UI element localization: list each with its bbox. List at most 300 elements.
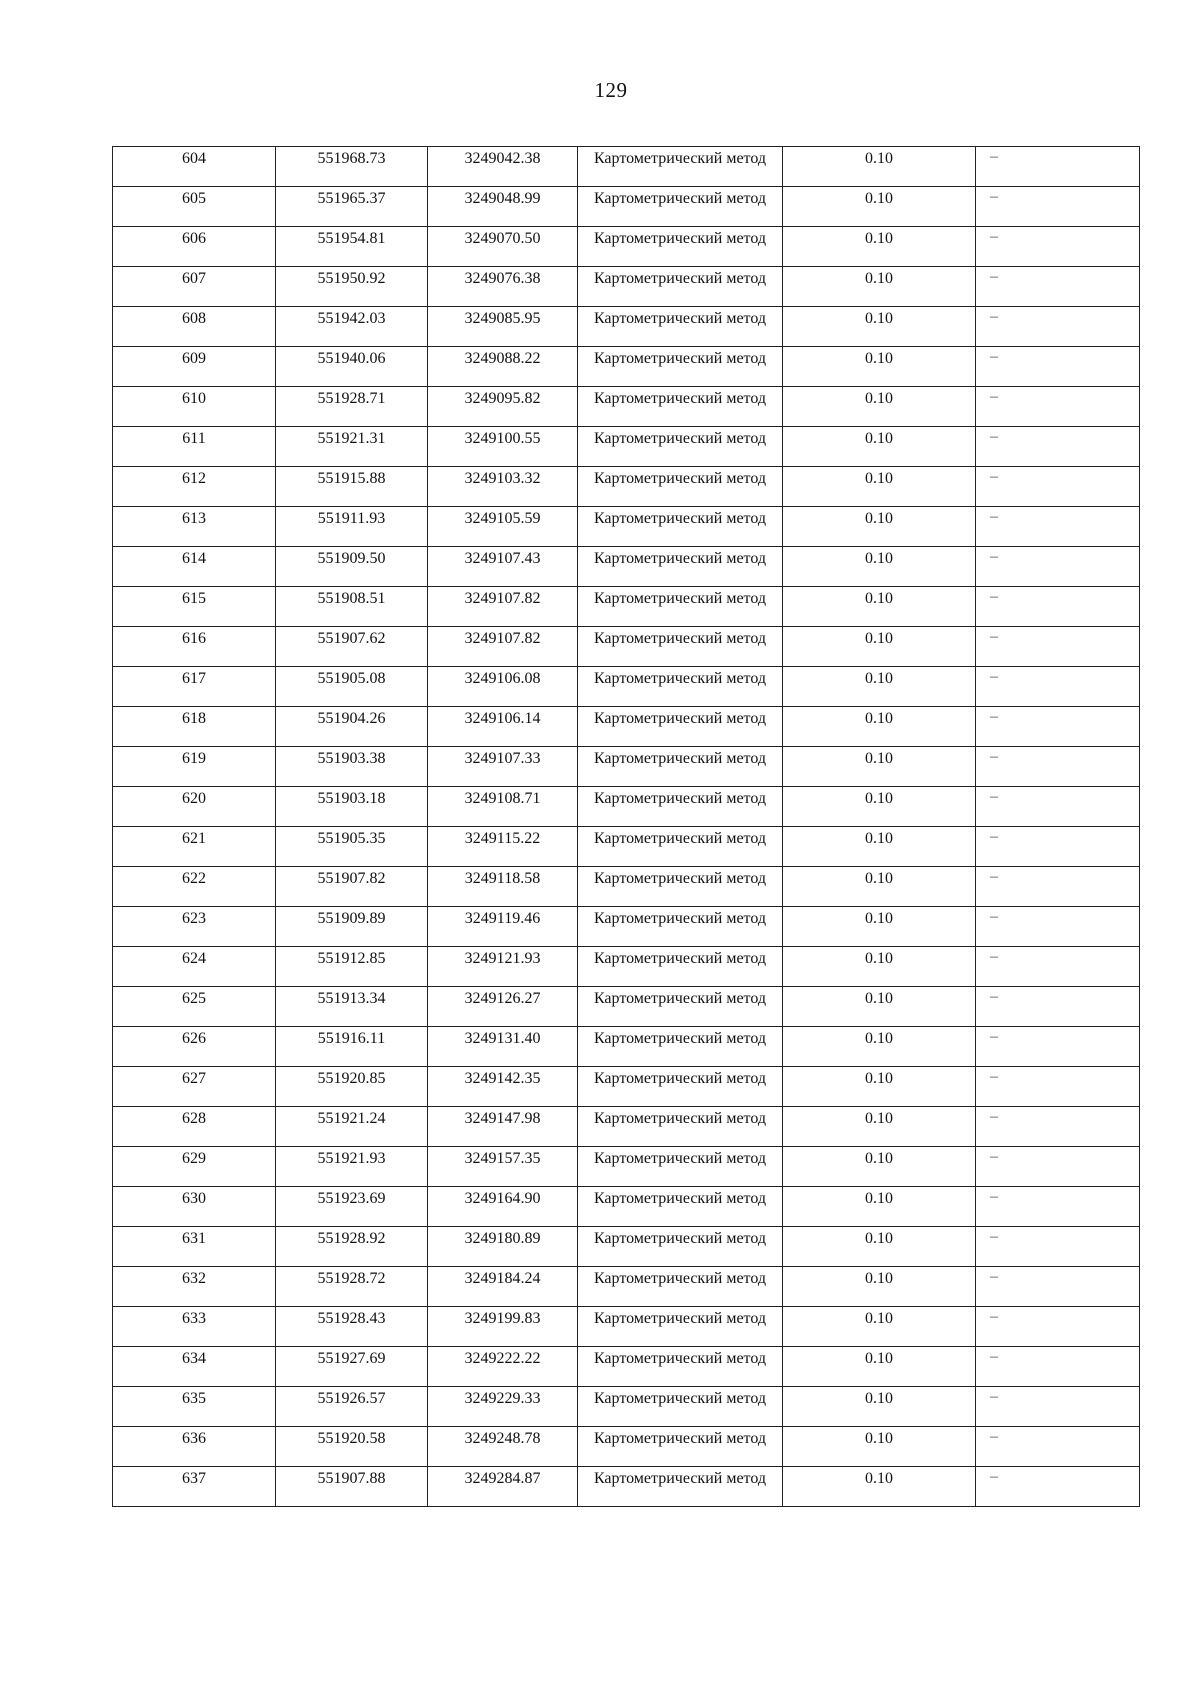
- accuracy-cell: [783, 1347, 976, 1387]
- y-coordinate-cell: [428, 1387, 578, 1427]
- x-coordinate-cell: [276, 307, 428, 347]
- table-row: [113, 1067, 1140, 1107]
- point-number-value: 618: [182, 710, 206, 727]
- method-cell: [578, 667, 783, 707]
- note-value: –: [990, 748, 998, 765]
- point-number-value: 623: [182, 910, 206, 927]
- point-number-value: 612: [182, 470, 206, 487]
- note-cell: [976, 227, 1140, 267]
- y-coordinate-value: 3249076.38: [464, 270, 541, 287]
- note-value: –: [990, 1388, 998, 1405]
- point-number-cell: [113, 347, 276, 387]
- note-value: –: [990, 1308, 998, 1325]
- table-row: [113, 387, 1140, 427]
- note-cell: [976, 1067, 1140, 1107]
- table-row: [113, 1387, 1140, 1427]
- x-coordinate-value: 551907.62: [317, 630, 386, 647]
- x-coordinate-cell: [276, 1027, 428, 1067]
- y-coordinate-value: 3249157.35: [464, 1150, 541, 1167]
- note-value: –: [990, 1428, 998, 1445]
- method-cell: [578, 1387, 783, 1427]
- table-row: [113, 1347, 1140, 1387]
- point-number-cell: [113, 1107, 276, 1147]
- accuracy-value: 0.10: [865, 1070, 893, 1087]
- accuracy-value: 0.10: [865, 750, 893, 767]
- note-value: –: [990, 988, 998, 1005]
- method-value: Картометрический метод: [593, 710, 767, 727]
- method-value: Картометрический метод: [593, 190, 767, 207]
- table-row: [113, 427, 1140, 467]
- point-number-cell: [113, 987, 276, 1027]
- x-coordinate-value: 551909.89: [317, 910, 386, 927]
- y-coordinate-cell: [428, 707, 578, 747]
- method-cell: [578, 867, 783, 907]
- x-coordinate-cell: [276, 1267, 428, 1307]
- y-coordinate-value: 3249088.22: [464, 350, 541, 367]
- note-cell: [976, 1227, 1140, 1267]
- y-coordinate-value: 3249164.90: [464, 1190, 541, 1207]
- accuracy-cell: [783, 587, 976, 627]
- note-cell: [976, 347, 1140, 387]
- y-coordinate-cell: [428, 1267, 578, 1307]
- note-cell: [976, 467, 1140, 507]
- accuracy-value: 0.10: [865, 1270, 893, 1287]
- method-cell: [578, 387, 783, 427]
- method-value: Картометрический метод: [593, 910, 767, 927]
- y-coordinate-value: 3249070.50: [464, 230, 541, 247]
- method-cell: [578, 147, 783, 187]
- method-cell: [578, 1267, 783, 1307]
- note-value: –: [990, 1148, 998, 1165]
- y-coordinate-cell: [428, 1347, 578, 1387]
- y-coordinate-value: 3249106.08: [464, 670, 541, 687]
- point-number-value: 634: [182, 1350, 206, 1367]
- note-cell: [976, 587, 1140, 627]
- note-value: –: [990, 468, 998, 485]
- point-number-cell: [113, 587, 276, 627]
- table-row: [113, 627, 1140, 667]
- x-coordinate-cell: [276, 1387, 428, 1427]
- y-coordinate-value: 3249108.71: [464, 790, 541, 807]
- point-number-value: 614: [182, 550, 206, 567]
- note-value: –: [990, 668, 998, 685]
- y-coordinate-cell: [428, 467, 578, 507]
- table-row: [113, 547, 1140, 587]
- x-coordinate-value: 551907.82: [317, 870, 386, 887]
- note-value: –: [990, 188, 998, 205]
- x-coordinate-value: 551926.57: [317, 1390, 386, 1407]
- method-cell: [578, 427, 783, 467]
- note-value: –: [990, 1348, 998, 1365]
- accuracy-cell: [783, 267, 976, 307]
- note-value: –: [990, 788, 998, 805]
- note-cell: [976, 667, 1140, 707]
- x-coordinate-cell: [276, 1467, 428, 1507]
- table-row: [113, 787, 1140, 827]
- accuracy-value: 0.10: [865, 1430, 893, 1447]
- x-coordinate-value: 551928.72: [317, 1270, 386, 1287]
- y-coordinate-value: 3249126.27: [464, 990, 541, 1007]
- note-value: –: [990, 948, 998, 965]
- method-cell: [578, 987, 783, 1027]
- note-cell: [976, 787, 1140, 827]
- accuracy-cell: [783, 1387, 976, 1427]
- point-number-value: 605: [182, 190, 206, 207]
- x-coordinate-cell: [276, 587, 428, 627]
- point-number-value: 631: [182, 1230, 206, 1247]
- accuracy-cell: [783, 1147, 976, 1187]
- accuracy-value: 0.10: [865, 550, 893, 567]
- y-coordinate-cell: [428, 307, 578, 347]
- note-cell: [976, 947, 1140, 987]
- note-value: –: [990, 268, 998, 285]
- point-number-cell: [113, 1147, 276, 1187]
- point-number-value: 627: [182, 1070, 206, 1087]
- point-number-value: 620: [182, 790, 206, 807]
- point-number-cell: [113, 427, 276, 467]
- point-number-cell: [113, 307, 276, 347]
- method-value: Картометрический метод: [593, 150, 767, 167]
- table-row: [113, 707, 1140, 747]
- point-number-cell: [113, 1307, 276, 1347]
- y-coordinate-cell: [428, 787, 578, 827]
- method-value: Картометрический метод: [593, 1150, 767, 1167]
- page-number: 129: [594, 78, 628, 102]
- point-number-cell: [113, 627, 276, 667]
- y-coordinate-cell: [428, 1027, 578, 1067]
- y-coordinate-cell: [428, 387, 578, 427]
- accuracy-cell: [783, 187, 976, 227]
- y-coordinate-value: 3249103.32: [464, 470, 541, 487]
- accuracy-value: 0.10: [865, 190, 893, 207]
- point-number-value: 626: [182, 1030, 206, 1047]
- note-cell: [976, 547, 1140, 587]
- y-coordinate-value: 3249121.93: [464, 950, 541, 967]
- method-value: Картометрический метод: [593, 230, 767, 247]
- y-coordinate-value: 3249131.40: [464, 1030, 541, 1047]
- y-coordinate-cell: [428, 1467, 578, 1507]
- y-coordinate-cell: [428, 947, 578, 987]
- accuracy-cell: [783, 147, 976, 187]
- note-cell: [976, 307, 1140, 347]
- table-row: [113, 827, 1140, 867]
- point-number-value: 617: [182, 670, 206, 687]
- y-coordinate-cell: [428, 1427, 578, 1467]
- note-value: –: [990, 1228, 998, 1245]
- table-row: [113, 507, 1140, 547]
- point-number-cell: [113, 867, 276, 907]
- table-row: [113, 1227, 1140, 1267]
- note-cell: [976, 1427, 1140, 1467]
- point-number-cell: [113, 1187, 276, 1227]
- accuracy-cell: [783, 867, 976, 907]
- note-cell: [976, 1027, 1140, 1067]
- x-coordinate-cell: [276, 787, 428, 827]
- y-coordinate-cell: [428, 1187, 578, 1227]
- accuracy-cell: [783, 707, 976, 747]
- x-coordinate-cell: [276, 867, 428, 907]
- y-coordinate-value: 3249119.46: [464, 910, 541, 927]
- y-coordinate-cell: [428, 1307, 578, 1347]
- x-coordinate-value: 551927.69: [317, 1350, 386, 1367]
- point-number-cell: [113, 667, 276, 707]
- accuracy-value: 0.10: [865, 1110, 893, 1127]
- method-value: Картометрический метод: [593, 950, 767, 967]
- point-number-value: 633: [182, 1310, 206, 1327]
- point-number-value: 621: [182, 830, 206, 847]
- accuracy-value: 0.10: [865, 470, 893, 487]
- point-number-cell: [113, 1027, 276, 1067]
- table-row: [113, 867, 1140, 907]
- table-row: [113, 1427, 1140, 1467]
- method-value: Картометрический метод: [593, 470, 767, 487]
- point-number-value: 622: [182, 870, 206, 887]
- method-cell: [578, 1027, 783, 1067]
- y-coordinate-cell: [428, 227, 578, 267]
- y-coordinate-value: 3249184.24: [464, 1270, 541, 1287]
- accuracy-value: 0.10: [865, 1470, 893, 1487]
- x-coordinate-value: 551915.88: [317, 470, 386, 487]
- method-value: Картометрический метод: [593, 1190, 767, 1207]
- accuracy-cell: [783, 627, 976, 667]
- x-coordinate-cell: [276, 747, 428, 787]
- point-number-cell: [113, 1067, 276, 1107]
- method-cell: [578, 267, 783, 307]
- note-value: –: [990, 228, 998, 245]
- y-coordinate-value: 3249199.83: [464, 1310, 541, 1327]
- x-coordinate-value: 551909.50: [317, 550, 386, 567]
- table-row: [113, 667, 1140, 707]
- accuracy-value: 0.10: [865, 790, 893, 807]
- table-row: [113, 1467, 1140, 1507]
- point-number-value: 610: [182, 390, 206, 407]
- y-coordinate-value: 3249107.82: [464, 630, 541, 647]
- accuracy-value: 0.10: [865, 1310, 893, 1327]
- x-coordinate-value: 551920.85: [317, 1070, 386, 1087]
- accuracy-value: 0.10: [865, 1190, 893, 1207]
- accuracy-cell: [783, 1227, 976, 1267]
- accuracy-value: 0.10: [865, 950, 893, 967]
- table-row: [113, 347, 1140, 387]
- x-coordinate-value: 551950.92: [317, 270, 386, 287]
- accuracy-value: 0.10: [865, 150, 893, 167]
- note-cell: [976, 387, 1140, 427]
- y-coordinate-value: 3249222.22: [464, 1350, 541, 1367]
- method-value: Картометрический метод: [593, 1470, 767, 1487]
- y-coordinate-value: 3249107.82: [464, 590, 541, 607]
- note-value: –: [990, 588, 998, 605]
- accuracy-value: 0.10: [865, 670, 893, 687]
- x-coordinate-value: 551905.35: [317, 830, 386, 847]
- method-value: Картометрический метод: [593, 1070, 767, 1087]
- method-value: Картометрический метод: [593, 1110, 767, 1127]
- table-row: [113, 1187, 1140, 1227]
- point-number-cell: [113, 507, 276, 547]
- table-row: [113, 1307, 1140, 1347]
- point-number-cell: [113, 947, 276, 987]
- x-coordinate-cell: [276, 987, 428, 1027]
- x-coordinate-value: 551920.58: [317, 1430, 386, 1447]
- x-coordinate-cell: [276, 227, 428, 267]
- method-value: Картометрический метод: [593, 590, 767, 607]
- note-cell: [976, 507, 1140, 547]
- accuracy-cell: [783, 387, 976, 427]
- x-coordinate-cell: [276, 387, 428, 427]
- method-value: Картометрический метод: [593, 1310, 767, 1327]
- point-number-value: 637: [182, 1470, 206, 1487]
- accuracy-value: 0.10: [865, 870, 893, 887]
- x-coordinate-cell: [276, 267, 428, 307]
- method-cell: [578, 1467, 783, 1507]
- y-coordinate-cell: [428, 1227, 578, 1267]
- method-cell: [578, 1107, 783, 1147]
- x-coordinate-value: 551921.31: [317, 430, 386, 447]
- x-coordinate-value: 551912.85: [317, 950, 386, 967]
- accuracy-value: 0.10: [865, 1030, 893, 1047]
- x-coordinate-value: 551921.24: [317, 1110, 386, 1127]
- y-coordinate-cell: [428, 627, 578, 667]
- note-cell: [976, 1467, 1140, 1507]
- point-number-value: 615: [182, 590, 206, 607]
- y-coordinate-value: 3249085.95: [464, 310, 541, 327]
- x-coordinate-value: 551940.06: [317, 350, 386, 367]
- accuracy-value: 0.10: [865, 1150, 893, 1167]
- x-coordinate-cell: [276, 827, 428, 867]
- accuracy-cell: [783, 1107, 976, 1147]
- y-coordinate-value: 3249284.87: [464, 1470, 541, 1487]
- x-coordinate-cell: [276, 707, 428, 747]
- point-number-cell: [113, 907, 276, 947]
- point-number-value: 613: [182, 510, 206, 527]
- accuracy-cell: [783, 227, 976, 267]
- y-coordinate-cell: [428, 827, 578, 867]
- coordinates-table: [112, 146, 1140, 1507]
- note-cell: [976, 427, 1140, 467]
- method-value: Картометрический метод: [593, 1430, 767, 1447]
- y-coordinate-cell: [428, 1067, 578, 1107]
- y-coordinate-value: 3249142.35: [464, 1070, 541, 1087]
- method-value: Картометрический метод: [593, 510, 767, 527]
- y-coordinate-cell: [428, 867, 578, 907]
- table-row: [113, 587, 1140, 627]
- point-number-cell: [113, 147, 276, 187]
- x-coordinate-value: 551968.73: [317, 150, 386, 167]
- x-coordinate-cell: [276, 907, 428, 947]
- point-number-cell: [113, 467, 276, 507]
- point-number-value: 624: [182, 950, 206, 967]
- accuracy-value: 0.10: [865, 910, 893, 927]
- accuracy-value: 0.10: [865, 1230, 893, 1247]
- method-cell: [578, 587, 783, 627]
- y-coordinate-value: 3249107.43: [464, 550, 541, 567]
- point-number-cell: [113, 1387, 276, 1427]
- accuracy-cell: [783, 347, 976, 387]
- method-value: Картометрический метод: [593, 630, 767, 647]
- accuracy-cell: [783, 747, 976, 787]
- x-coordinate-value: 551923.69: [317, 1190, 386, 1207]
- method-value: Картометрический метод: [593, 1350, 767, 1367]
- method-cell: [578, 467, 783, 507]
- x-coordinate-cell: [276, 1307, 428, 1347]
- accuracy-value: 0.10: [865, 310, 893, 327]
- table-row: [113, 987, 1140, 1027]
- note-cell: [976, 987, 1140, 1027]
- x-coordinate-cell: [276, 467, 428, 507]
- accuracy-cell: [783, 427, 976, 467]
- accuracy-cell: [783, 507, 976, 547]
- method-cell: [578, 507, 783, 547]
- point-number-value: 629: [182, 1150, 206, 1167]
- accuracy-cell: [783, 467, 976, 507]
- note-value: –: [990, 1268, 998, 1285]
- accuracy-value: 0.10: [865, 1390, 893, 1407]
- y-coordinate-cell: [428, 427, 578, 467]
- y-coordinate-cell: [428, 347, 578, 387]
- y-coordinate-value: 3249229.33: [464, 1390, 541, 1407]
- note-value: –: [990, 508, 998, 525]
- point-number-value: 604: [182, 150, 206, 167]
- note-value: –: [990, 308, 998, 325]
- y-coordinate-value: 3249042.38: [464, 150, 541, 167]
- accuracy-cell: [783, 1427, 976, 1467]
- table-row: [113, 1107, 1140, 1147]
- note-cell: [976, 907, 1140, 947]
- accuracy-cell: [783, 1027, 976, 1067]
- point-number-cell: [113, 1347, 276, 1387]
- method-value: Картометрический метод: [593, 390, 767, 407]
- note-value: –: [990, 628, 998, 645]
- note-value: –: [990, 1068, 998, 1085]
- table-row: [113, 907, 1140, 947]
- y-coordinate-cell: [428, 1147, 578, 1187]
- y-coordinate-value: 3249048.99: [464, 190, 541, 207]
- note-cell: [976, 1307, 1140, 1347]
- accuracy-cell: [783, 1067, 976, 1107]
- accuracy-cell: [783, 1307, 976, 1347]
- x-coordinate-value: 551928.92: [317, 1230, 386, 1247]
- note-cell: [976, 1347, 1140, 1387]
- note-cell: [976, 1147, 1140, 1187]
- point-number-cell: [113, 1267, 276, 1307]
- x-coordinate-value: 551903.18: [317, 790, 386, 807]
- accuracy-cell: [783, 667, 976, 707]
- note-value: –: [990, 1108, 998, 1125]
- note-value: –: [990, 428, 998, 445]
- point-number-cell: [113, 827, 276, 867]
- x-coordinate-cell: [276, 547, 428, 587]
- table-row: [113, 1147, 1140, 1187]
- accuracy-value: 0.10: [865, 590, 893, 607]
- point-number-cell: [113, 227, 276, 267]
- y-coordinate-cell: [428, 267, 578, 307]
- x-coordinate-cell: [276, 147, 428, 187]
- y-coordinate-value: 3249147.98: [464, 1110, 541, 1127]
- accuracy-cell: [783, 307, 976, 347]
- point-number-cell: [113, 267, 276, 307]
- x-coordinate-value: 551913.34: [317, 990, 386, 1007]
- accuracy-value: 0.10: [865, 830, 893, 847]
- note-value: –: [990, 908, 998, 925]
- x-coordinate-cell: [276, 947, 428, 987]
- y-coordinate-cell: [428, 667, 578, 707]
- x-coordinate-value: 551916.11: [317, 1030, 386, 1047]
- method-value: Картометрический метод: [593, 750, 767, 767]
- accuracy-cell: [783, 987, 976, 1027]
- method-value: Картометрический метод: [593, 350, 767, 367]
- accuracy-cell: [783, 1267, 976, 1307]
- note-cell: [976, 1267, 1140, 1307]
- x-coordinate-cell: [276, 1427, 428, 1467]
